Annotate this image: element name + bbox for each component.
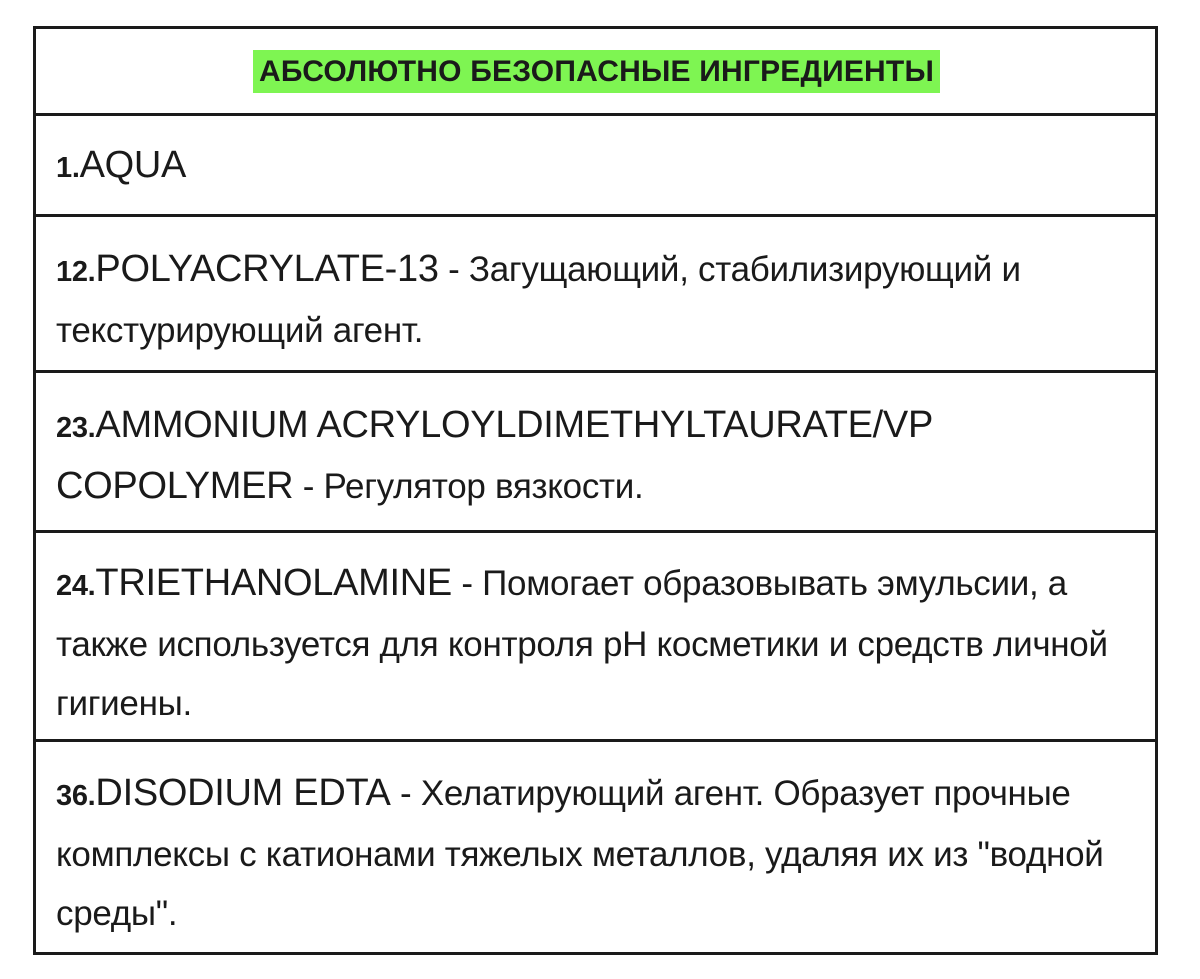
table-title: АБСОЛЮТНО БЕЗОПАСНЫЕ ИНГРЕДИЕНТЫ [253, 50, 940, 93]
ingredient-text [56, 554, 1137, 733]
table-header-row [36, 29, 1155, 113]
ingredient-text [56, 136, 1137, 197]
ingredient-number: 36. [56, 780, 96, 812]
ingredient-text [56, 764, 1137, 943]
ingredient-number: 1. [56, 152, 80, 184]
ingredient-name: POLYACRYLATE-13 [95, 248, 439, 290]
ingredient-description: - Хелатирующий агент. Образует прочные комплексы с катионами тяжелых металлов, удаляя их из "водной среды". [56, 774, 1104, 933]
ingredient-name: AQUA [79, 144, 187, 186]
ingredient-text [56, 396, 1137, 516]
ingredient-name: DISODIUM EDTA [95, 772, 391, 814]
ingredient-name: AMMONIUM ACRYLOYLDIMETHYLTAURATE/VP COPOLYMER [56, 404, 933, 507]
ingredient-number: 23. [56, 412, 96, 444]
ingredient-row-1 [36, 113, 1155, 214]
ingredient-text [56, 240, 1137, 360]
ingredient-description: - Загущающий, стабилизирующий и текстурирующий агент. [56, 250, 1021, 350]
ingredient-number: 12. [56, 256, 96, 288]
ingredient-row-23 [36, 370, 1155, 530]
ingredient-row-36 [36, 739, 1155, 952]
ingredient-name: TRIETHANOLAMINE [95, 562, 452, 604]
ingredient-row-24 [36, 530, 1155, 739]
ingredient-row-12 [36, 214, 1155, 370]
ingredient-description: - Помогает образовывать эмульсии, а также используется для контроля pH косметики и средств личной гигиены. [56, 564, 1108, 723]
ingredient-number: 24. [56, 570, 96, 602]
ingredients-table [33, 26, 1158, 955]
ingredient-description: - Регулятор вязкости. [293, 467, 644, 506]
